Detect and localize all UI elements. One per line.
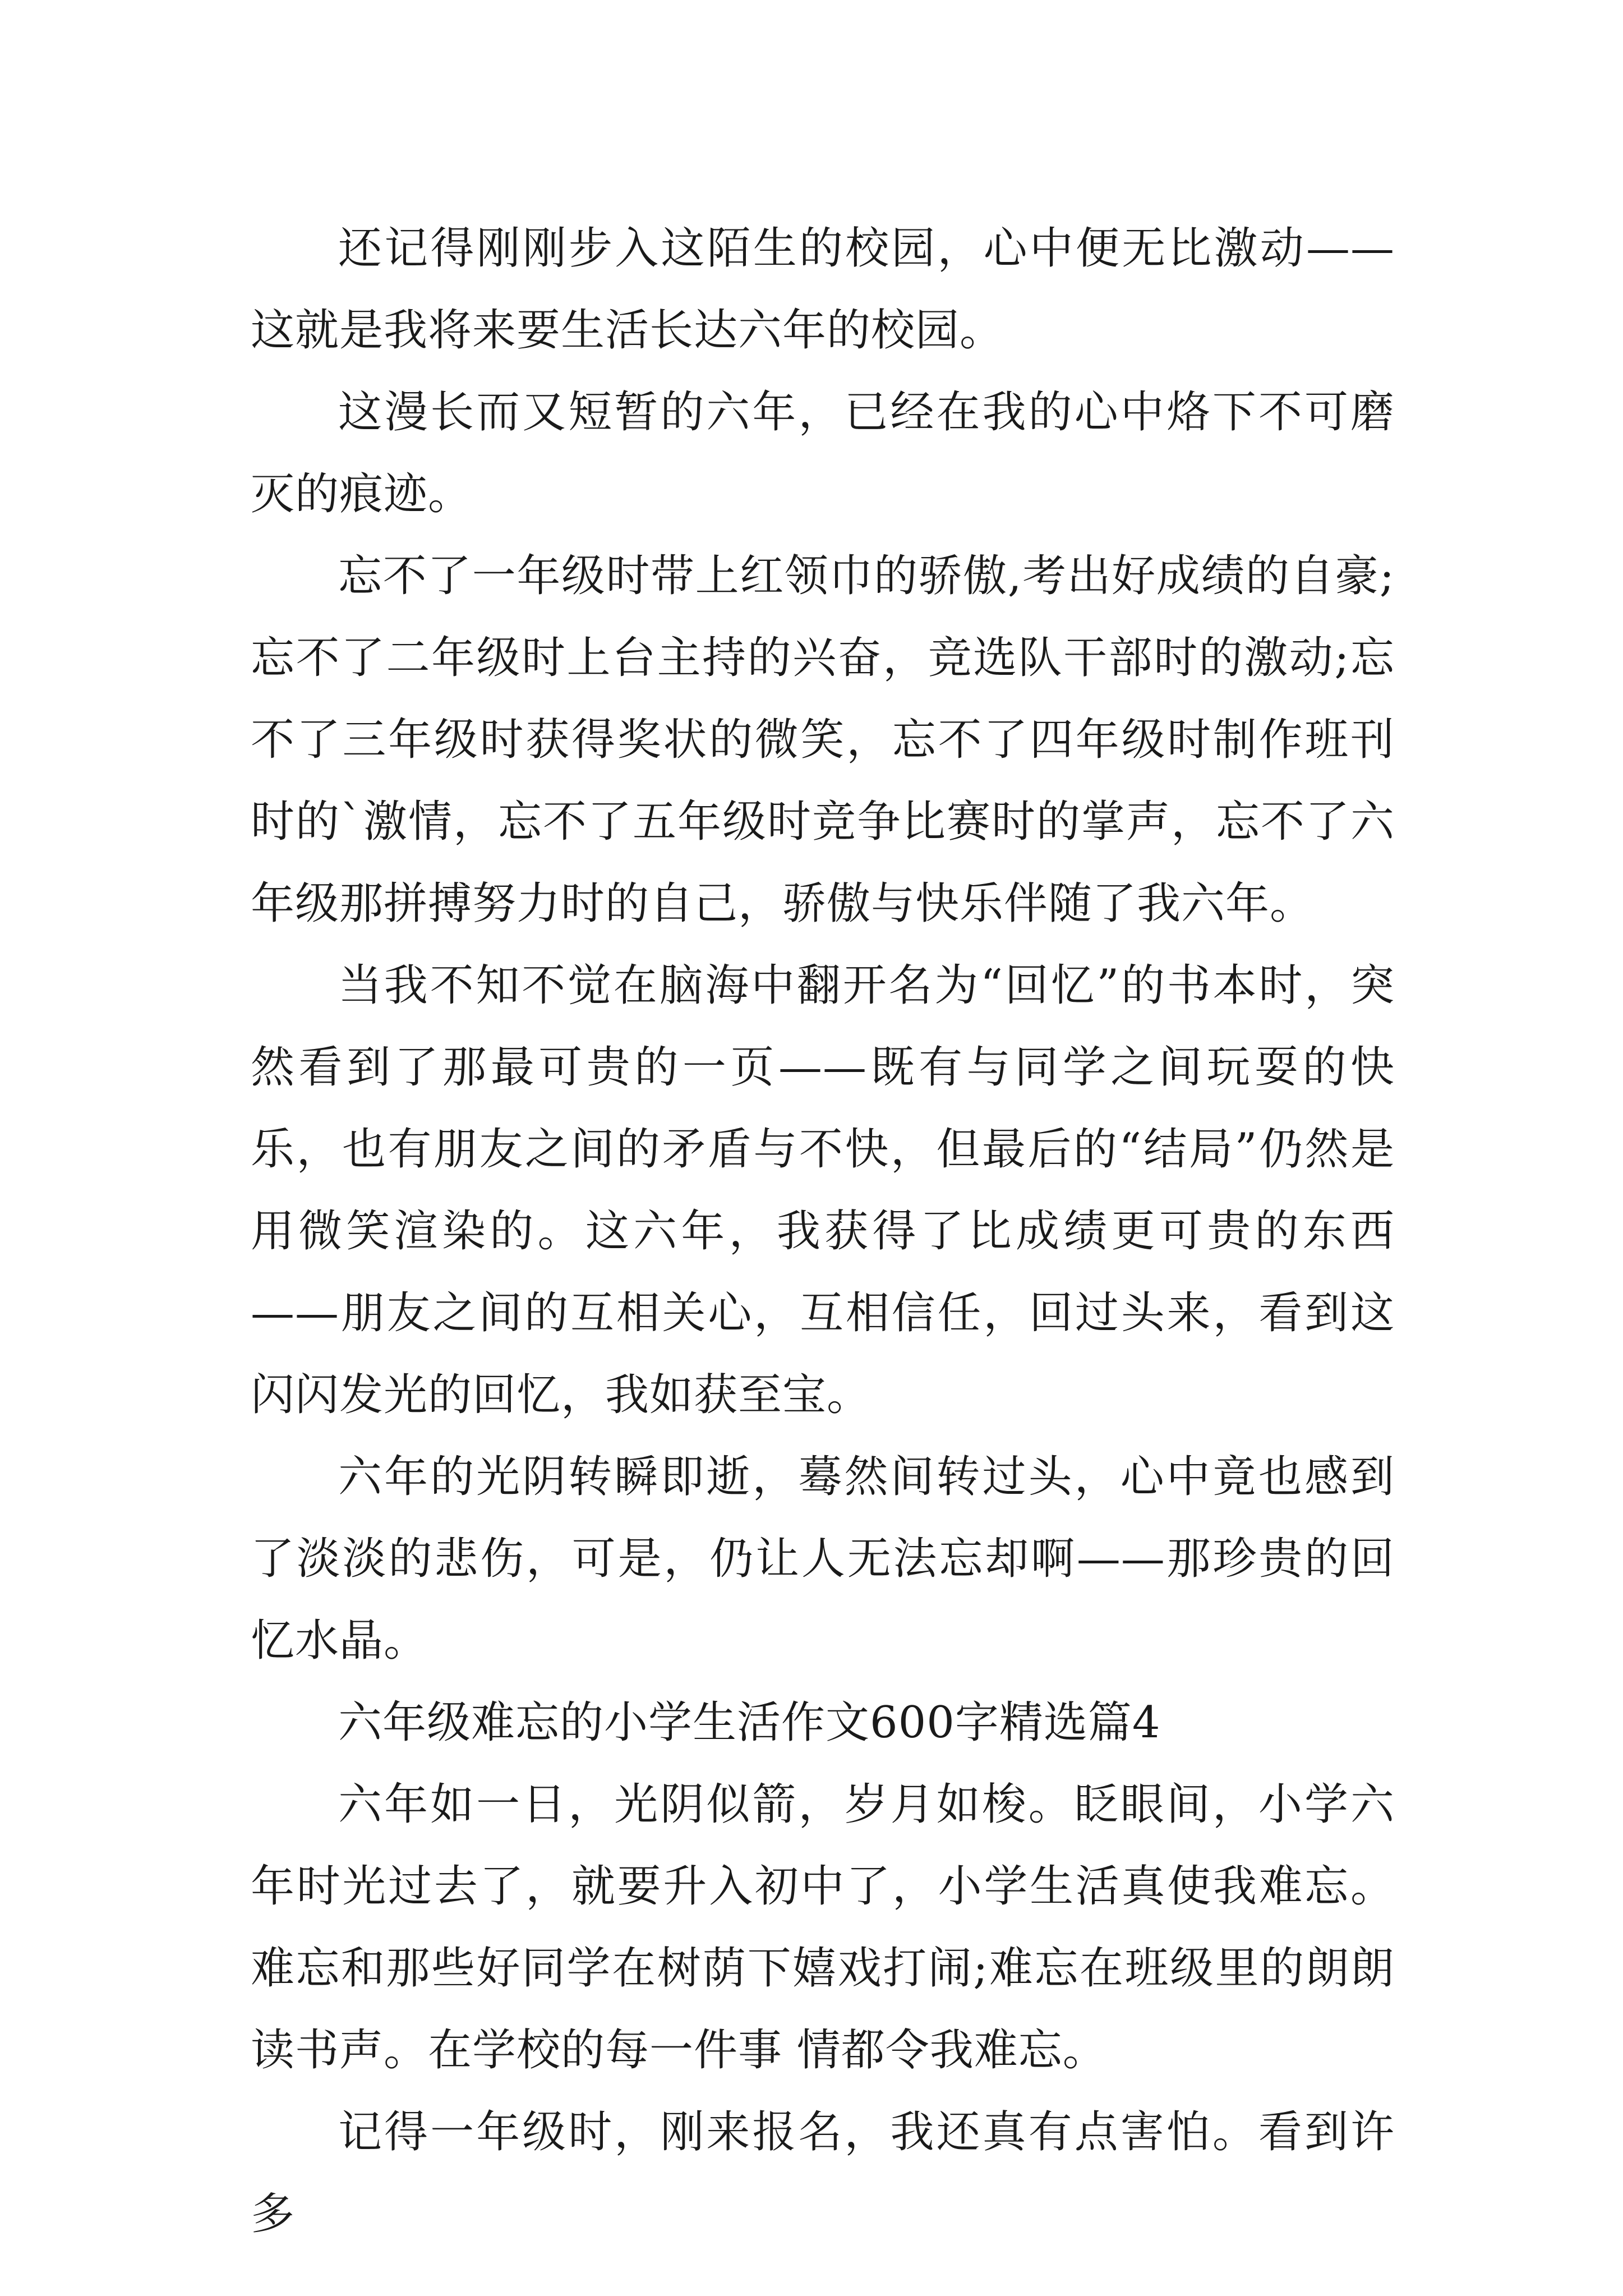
paragraph: 这漫长而又短暂的六年，已经在我的心中烙下不可磨灭的痕迹。: [251, 387, 1395, 519]
paragraph: 还记得刚刚步入这陌生的校园，心中便无比激动——这就是我将来要生活长达六年的校园。: [251, 223, 1395, 356]
paragraph: 六年的光阴转瞬即逝，蓦然间转过头，心中竟也感到了淡淡的悲伤，可是，仍让人无法忘却啊——那珍贵的回忆水晶。: [251, 1452, 1395, 1666]
paragraph: 当我不知不觉在脑海中翻开名为“回忆”的书本时，突然看到了那最可贵的一页——既有与同学之间玩耍的快乐，也有朋友之间的矛盾与不快，但最后的“结局”仍然是用微笑渲染的。这六年，我获得了比成绩更可贵的东西——朋友之间的互相关心，互相信任，回过头来，看到这闪闪发光的回忆，我如获至宝。: [251, 960, 1395, 1420]
paragraph: 记得一年级时，刚来报名，我还真有点害怕。看到许多: [251, 2107, 1395, 2239]
section-heading: 六年级难忘的小学生活作文600字精选篇4: [338, 1697, 1161, 1748]
paragraph: 忘不了一年级时带上红领巾的骄傲,考出好成绩的自豪;忘不了二年级时上台主持的兴奋，竞选队干部时的激动;忘不了三年级时获得奖状的微笑，忘不了四年级时制作班刊时的`激情，忘不了五年级时竞争比赛时的掌声，忘不了六年级那拼搏努力时的自己，骄傲与快乐伴随了我六年。: [251, 551, 1395, 929]
paragraph: 六年如一日，光阴似箭，岁月如梭。眨眼间，小学六年时光过去了，就要升入初中了，小学生活真使我难忘。难忘和那些好同学在树荫下嬉戏打闹;难忘在班级里的朗朗读书声。在学校的每一件事 情都令我难忘。: [251, 1779, 1395, 2076]
document-body: [251, 208, 1395, 2255]
